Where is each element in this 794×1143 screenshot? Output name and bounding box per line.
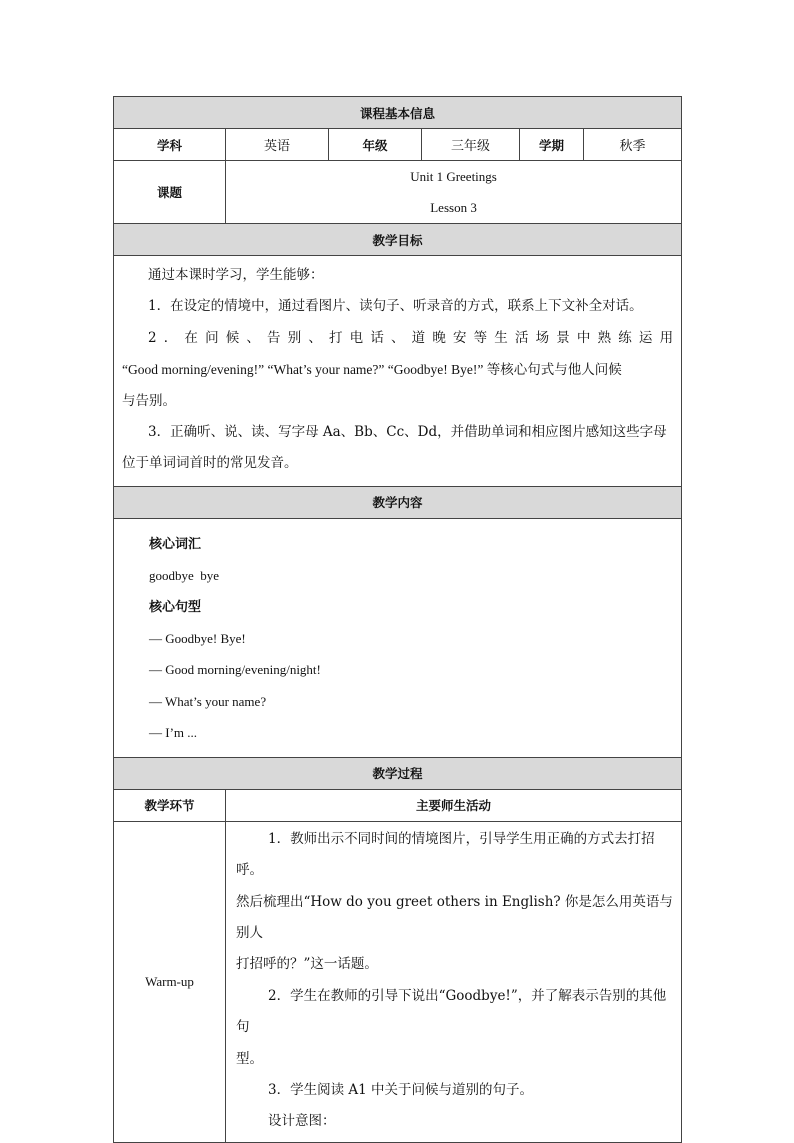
sentence-pattern-1: — Goodbye! Bye!: [149, 631, 246, 647]
goals-intro: 通过本课时学习，学生能够：: [148, 267, 324, 283]
section-header-goals: 教学目标: [114, 224, 682, 256]
goal-3-line-2: 位于单词词首时的常见发音。: [122, 455, 298, 472]
section-header-content: 教学内容: [114, 486, 682, 518]
process-stage-header: 教学环节: [114, 789, 226, 821]
goal-1: 1．在设定的情境中，通过看图片、读句子、听录音的方式，联系上下文补全对话。: [148, 298, 643, 315]
section-header-process: 教学过程: [114, 757, 682, 789]
sentence-pattern-3: — What’s your name?: [149, 693, 267, 709]
subject-value: 英语: [226, 129, 329, 161]
topic-label: 课题: [114, 161, 226, 224]
topic-lesson: Lesson 3: [430, 200, 477, 215]
term-label: 学期: [520, 129, 584, 161]
activity-step-2-line-1: 2．学生在教师的引导下说出“Goodbye!”，并了解表示告别的其他句: [236, 987, 667, 1036]
topic-value: [226, 161, 682, 224]
design-intent-label: 设计意图：: [268, 1113, 336, 1130]
subject-label: 学科: [114, 129, 226, 161]
grade-value: 三年级: [422, 129, 520, 161]
goal-3-line-1: 3．正确听、说、读、写字母 Aa、Bb、Cc、Dd，并借助单词和相应图片感知这些字母: [148, 424, 667, 441]
goal-2-line-1: 2．在问候、告别、打电话、道晚安等生活场景中熟练运用: [148, 329, 674, 346]
pattern-label: 核心句型: [149, 599, 202, 615]
vocab-label: 核心词汇: [149, 536, 202, 552]
activity-step-1-line-1: 1．教师出示不同时间的情境图片，引导学生用正确的方式去打招呼。: [236, 830, 655, 879]
content-body: [114, 518, 682, 757]
grade-label: 年级: [329, 129, 422, 161]
goals-body: [114, 256, 682, 487]
goal-2-line-3: 与告别。: [122, 392, 176, 409]
activity-step-2-line-2: 型。: [236, 1050, 263, 1067]
sentence-pattern-2: — Good morning/evening/night!: [149, 662, 321, 678]
topic-unit: Unit 1 Greetings: [410, 169, 497, 184]
goal-2-line-2: “Good morning/evening!” “What’s your name?” “Goodbye! Bye!” 等核心句式与他人问候: [122, 362, 622, 378]
activity-step-3: 3．学生阅读 A1 中关于问候与道别的句子。: [268, 1081, 534, 1098]
section-header-basic-info: 课程基本信息: [114, 97, 682, 129]
term-value: 秋季: [584, 129, 682, 161]
activity-step-1-line-2: 然后梳理出“How do you greet others in English? 你是怎么用英语与别人: [236, 893, 673, 941]
vocab-list: goodbye bye: [149, 568, 220, 584]
activity-step-1-line-3: 打招呼的？”这一话题。: [236, 956, 378, 973]
process-stage-warm-up: Warm-up: [114, 821, 226, 1142]
process-activity-header: 主要师生活动: [226, 789, 682, 821]
sentence-pattern-4: — I’m ...: [149, 725, 198, 741]
lesson-plan-table: [113, 96, 682, 1143]
process-activity-warm-up: [226, 821, 682, 1142]
